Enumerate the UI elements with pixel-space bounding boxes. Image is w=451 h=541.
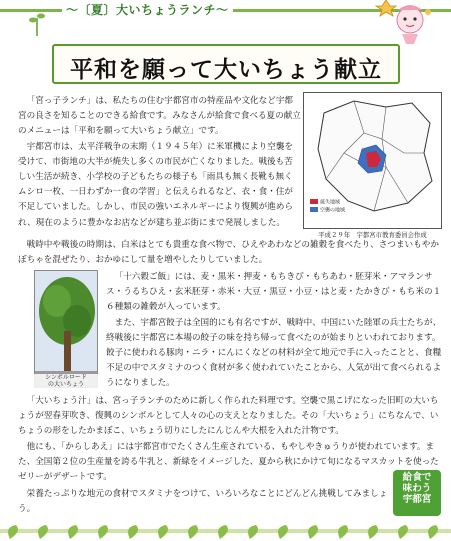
- closing-paragraph: [18, 487, 388, 517]
- soup-paragraph: [18, 394, 442, 440]
- air-raid-map: [303, 92, 442, 229]
- page-title: 平和を願って大いちょう献立: [70, 56, 382, 83]
- photo-caption-line1: シンボルロード: [45, 374, 87, 381]
- map-legend-raid: 空襲の地域: [320, 207, 346, 214]
- gyoza-text: また、宇都宮餃子は全国的にも有名ですが、戦時中、中国にいた陸軍の兵士たちが、終戦後に宇都宮に本場の餃子の味を持ち帰って食べたのが始まりといわれております。餃子に使われる豚肉・ニラ・にんにくなどの材料が全て地元で手に入ったことと、食糧不足の中でスタミナのつく食材が多く使われていたことから、人気が出て食べられるようになりました。: [106, 317, 442, 389]
- mascot-character-icon: [358, 0, 438, 44]
- grains-paragraph: [106, 270, 442, 392]
- map-legend-burned: 焼失地域: [320, 199, 341, 206]
- closing-text: 栄養たっぷりな地元の食材でスタミナをつけて、いろいろなことにどんどん挑戦してみましょう。: [18, 489, 388, 515]
- ginkgo-leaf-border-icon: [0, 521, 451, 541]
- history-text: 宇都宮市は、太平洋戦争の末期（１９４５年）に米軍機により空襲を受けて、市街地の大半が焼失し多くの市民が亡くなりました。戦後も苦しい生活が続き、小学校の子どもたちの様子も「雨具も無く長靴も無くムシロ一枚、一日わずか一食の学習」と伝えられるなど、衣・食・住が不足していました。しかし、市民の強いエネルギーにより復興が進められ、現在のように豊かなお店などが建ち並ぶ街にまで発展しました。: [18, 141, 294, 228]
- ginkgo-tree-photo: [34, 270, 98, 388]
- intro-text: 「宮っ子ランチ」は、私たちの住む宇都宮市の特産品や文化など宇都宮の良さを知ることのできる給食です。みなさんが給食で食べる夏の献立のメニューは「平和を願って大いちょう献立」です。: [18, 96, 301, 137]
- stamp-line1: 給食で: [402, 472, 432, 483]
- page-subtitle: ～〔夏〕大いちょうランチ～: [62, 1, 233, 18]
- stamp-line3: 宇都宮: [402, 494, 432, 505]
- photo-caption-line2: の大いちょう: [47, 381, 84, 388]
- title-box: [52, 44, 400, 84]
- intro-paragraph: [18, 94, 301, 231]
- plant-decoration-icon: [28, 10, 46, 36]
- photo-caption: [34, 374, 98, 388]
- soup-text: 「大いちょう汁」は、宮っ子ランチのために新しく作られた料理です。空襲で黒こげになった旧町の大いちょうが翌春芽吹き、復興のシンボルとして人々の心の支えとなりました。その「大いちょう」にちなんで、いちょうの形をしたかまぼこ、いちょう切りにしたにんじんや大根を入れた汁物です。: [18, 396, 439, 437]
- stamp-line2: 味わう: [402, 483, 432, 494]
- map-caption: 平成２９年 宇都宮市教育委員会作成: [318, 231, 427, 239]
- ginkgo-tree-icon: [35, 271, 98, 388]
- utsunomiya-map-icon: [304, 93, 441, 228]
- kyushoku-stamp: [393, 470, 441, 516]
- dessert-text: 他にも、「からしあえ」には宇都宮市でたくさん生産されている、もやしやきゅうりが使われています。また、全国第２位の生産量を誇る牛乳と、新緑をイメージした、夏から秋にかけて旬になるマスカットを使ったゼリーがデザートです。: [18, 442, 439, 483]
- grains-text: 「十六穀ご飯」には、麦・黒米・押麦・もちきび・もちあわ・胚芽米・アマランサス・うるちひえ・玄米胚芽・赤米・大豆・黒豆・小豆・はと麦・たかきび・もち米の１６種類の雑穀が入っています。: [106, 272, 442, 313]
- wartime-text: 戦時中や戦後の時期は、白米はとても貴重な食べ物で、ひえやあわなどの雑穀を食べたり、さつまいもやかぼちゃを混ぜたり、おかゆにして量を増やしたりしていました。: [18, 240, 439, 266]
- dessert-paragraph: [18, 440, 442, 486]
- wartime-paragraph: [18, 238, 442, 268]
